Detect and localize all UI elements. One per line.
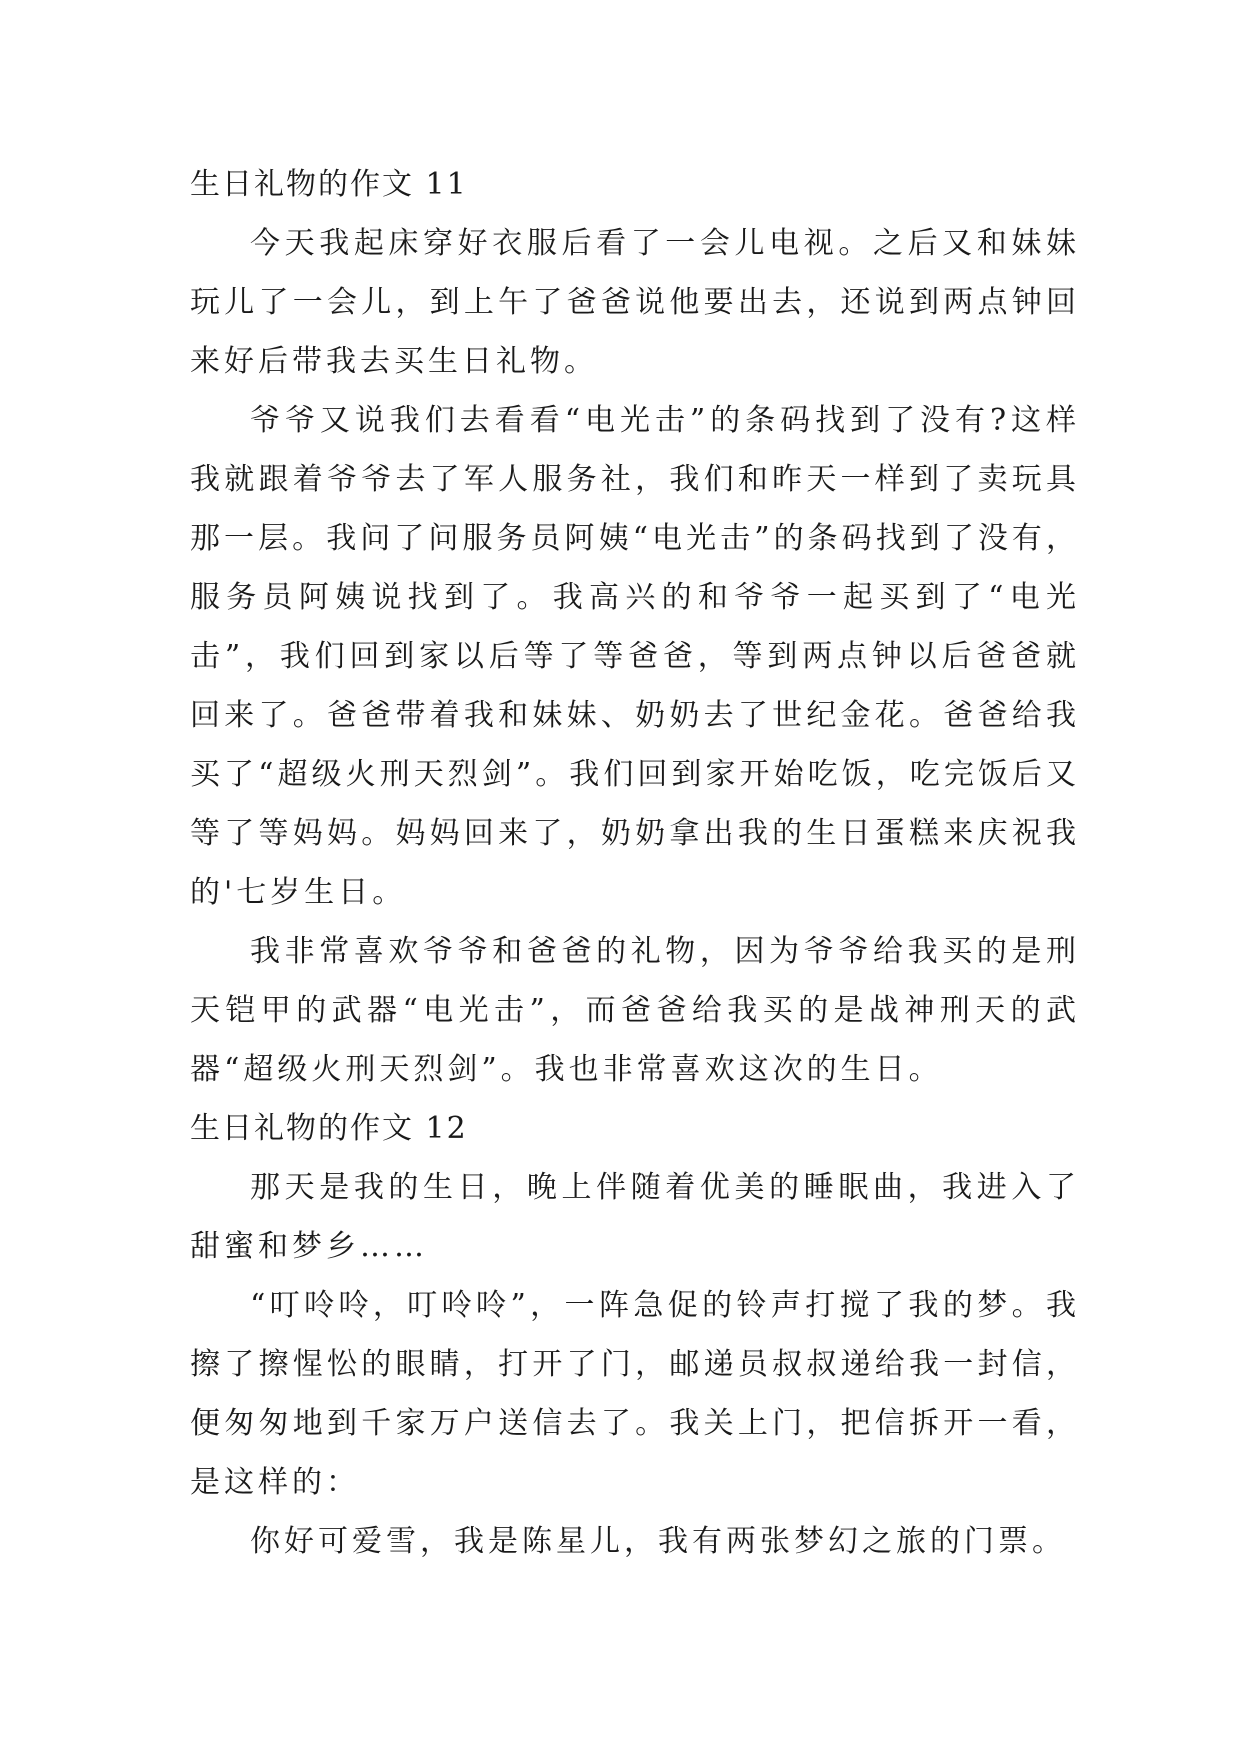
paragraph: 今天我起床穿好衣服后看了一会儿电视。之后又和妹妹玩儿了一会儿，到上午了爸爸说他要出去，还说到两点钟回来好后带我去买生日礼物。 xyxy=(190,226,1080,379)
paragraph: 你好可爱雪，我是陈星儿，我有两张梦幻之旅的门票。 xyxy=(250,1524,1066,1559)
paragraph: 那天是我的生日，晚上伴随着优美的睡眠曲，我进入了甜蜜和梦乡…… xyxy=(190,1170,1080,1264)
paragraph: 我非常喜欢爷爷和爸爸的礼物，因为爷爷给我买的是刑天铠甲的武器“电光击”，而爸爸给我买的是战神刑天的武器“超级火刑天烈剑”。我也非常喜欢这次的生日。 xyxy=(190,934,1080,1087)
document-page xyxy=(190,155,1080,1571)
section-heading-12: 生日礼物的作文 12 xyxy=(190,1111,468,1146)
paragraph: 爷爷又说我们去看看“电光击”的条码找到了没有?这样我就跟着爷爷去了军人服务社，我们和昨天一样到了卖玩具那一层。我问了问服务员阿姨“电光击”的条码找到了没有，服务员阿姨说找到了。我高兴的和爷爷一起买到了“电光击”，我们回到家以后等了等爸爸，等到两点钟以后爸爸就回来了。爸爸带着我和妹妹、奶奶去了世纪金花。爸爸给我买了“超级火刑天烈剑”。我们回到家开始吃饭，吃完饭后又等了等妈妈。妈妈回来了，奶奶拿出我的生日蛋糕来庆祝我的'七岁生日。 xyxy=(190,403,1080,910)
paragraph: “叮呤呤，叮呤呤”，一阵急促的铃声打搅了我的梦。我擦了擦惺忪的眼睛，打开了门，邮递员叔叔递给我一封信，便匆匆地到千家万户送信去了。我关上门，把信拆开一看，是这样的： xyxy=(190,1288,1080,1500)
section-heading-11: 生日礼物的作文 11 xyxy=(190,167,468,202)
